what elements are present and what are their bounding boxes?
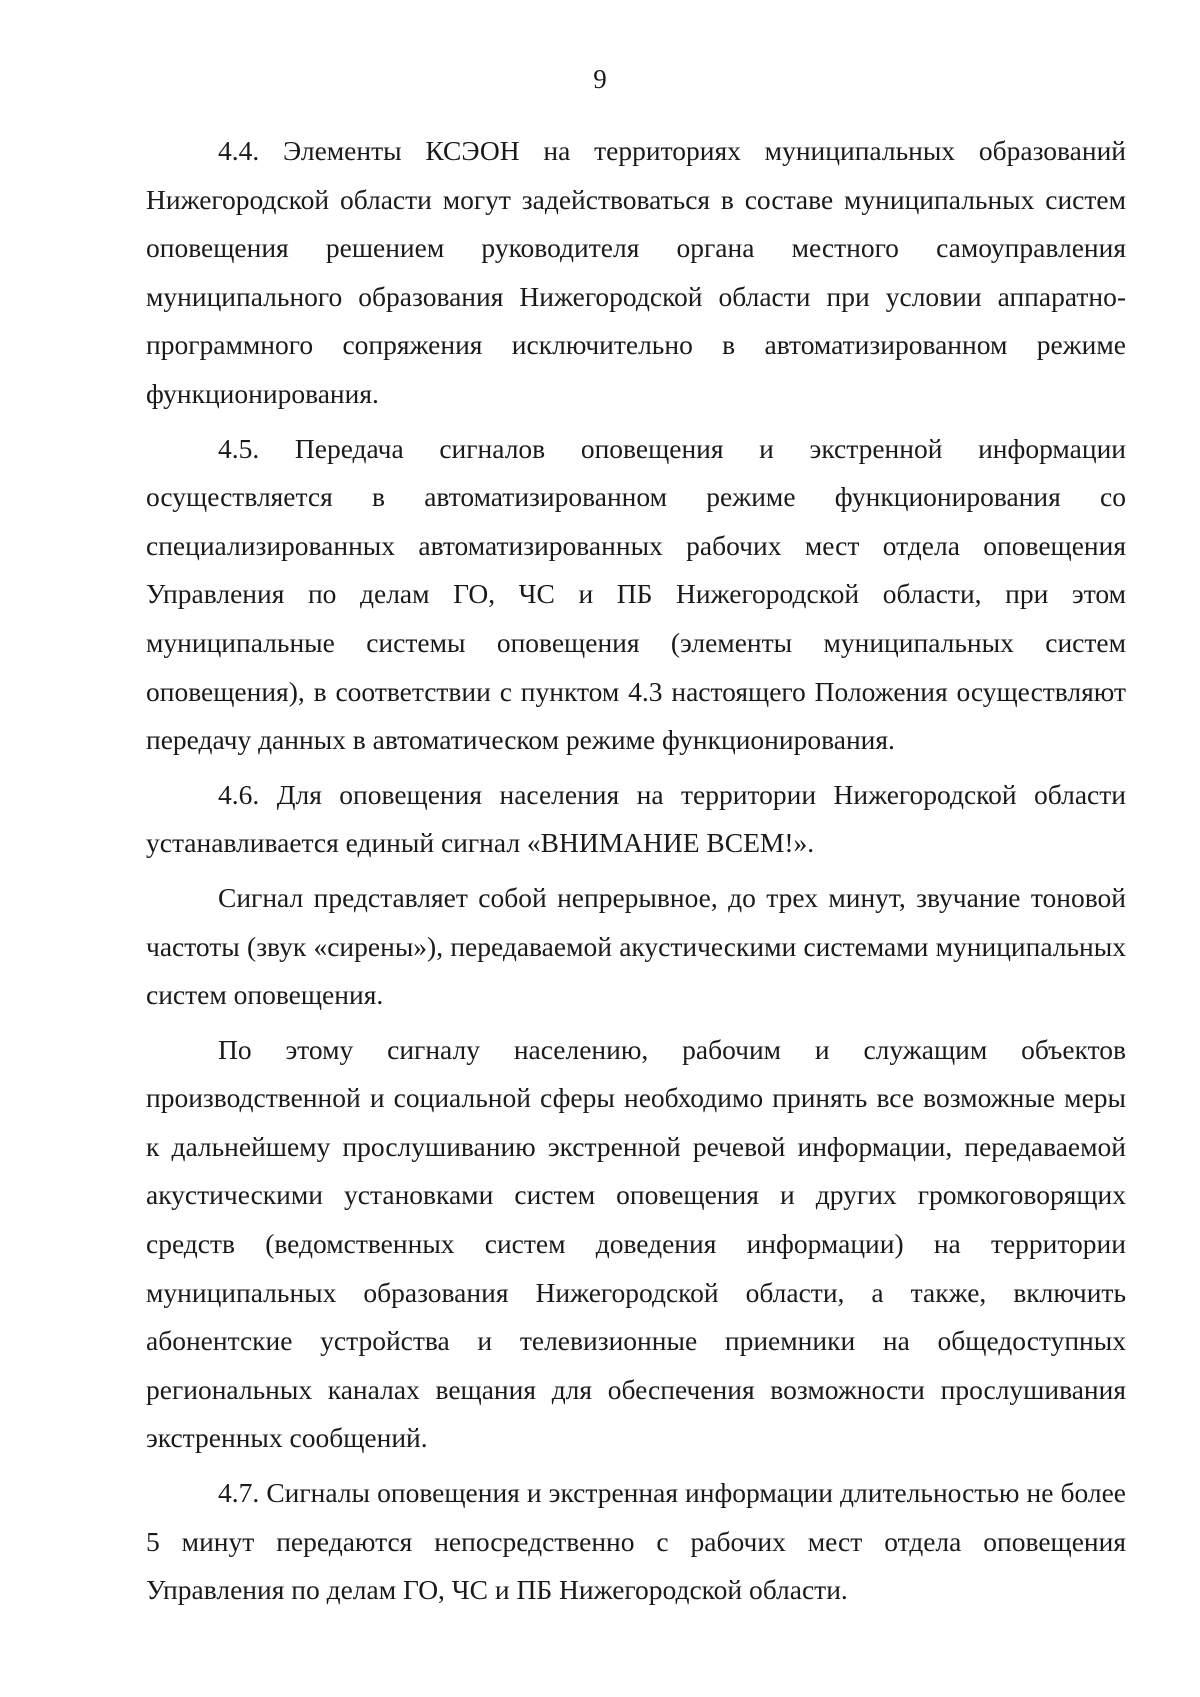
paragraph-4-4: 4.4. Элементы КСЭОН на территориях муниципальных образований Нижегородской области могут задействоваться в составе муниципальных систем оповещения решением руководителя органа местного самоуправления муниципального образования Нижегородской области при условии аппаратно-программного сопряжения исключительно в автоматизированном режиме функционирования.	[146, 135, 1126, 409]
paragraph-4-5: 4.5. Передача сигналов оповещения и экстренной информации осуществляется в автоматизированном режиме функционирования со специализированных автоматизированных рабочих мест отдела оповещения Управления по делам ГО, ЧС и ПБ Нижегородской области, при этом муниципальные системы оповещения (элементы муниципальных систем оповещения), в соответствии с пунктом 4.3 настоящего Положения осуществляют передачу данных в автоматическом режиме функционирования.	[146, 432, 1126, 756]
paragraph-population-actions: По этому сигналу населению, рабочим и служащим объектов производственной и социальной сферы необходимо принять все возможные меры к дальнейшему прослушиванию экстренной речевой информации, передаваемой акустическими установками систем оповещения и других громкоговорящих средств (ведомственных систем доведения информации) на территории муниципальных образования Нижегородской области, а также, включить абонентские устройства и телевизионные приемники на общедоступных региональных каналах вещания для обеспечения возможности прослушивания экстренных сообщений.	[146, 1033, 1126, 1454]
paragraph-4-7: 4.7. Сигналы оповещения и экстренная информации длительностью не более 5 минут передаются непосредственно с рабочих мест отдела оповещения Управления по делам ГО, ЧС и ПБ Нижегородской области.	[146, 1477, 1126, 1606]
paragraph-signal-description: Сигнал представляет собой непрерывное, до трех минут, звучание тоновой частоты (звук «сирены»), передаваемой акустическими системами муниципальных систем оповещения.	[146, 881, 1126, 1011]
document-body	[146, 127, 1126, 1621]
page-number: 9	[593, 64, 607, 94]
paragraph-4-6: 4.6. Для оповещения населения на территории Нижегородской области устанавливается единый сигнал «ВНИМАНИЕ ВСЕМ!».	[146, 778, 1126, 859]
